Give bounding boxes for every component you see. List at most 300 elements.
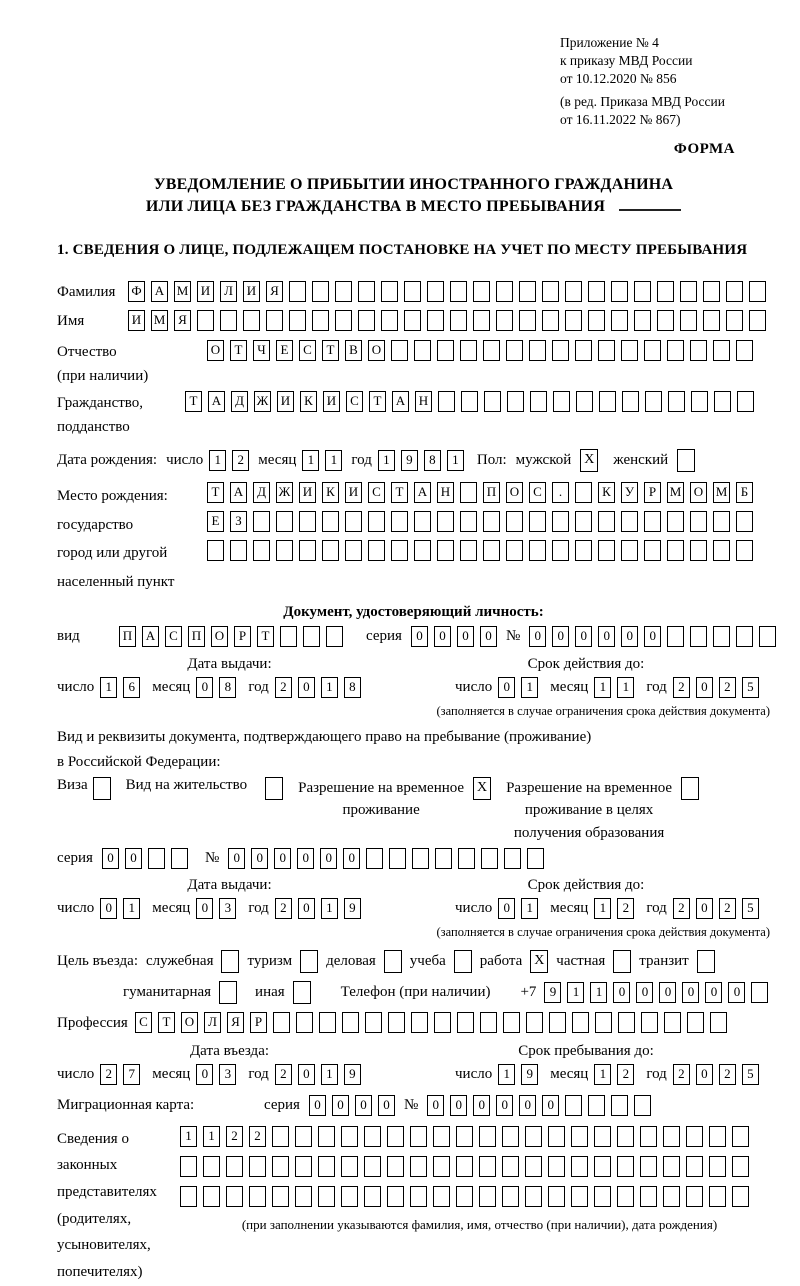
stay-year[interactable]: [673, 1064, 759, 1085]
birthplace-line1[interactable]: [207, 482, 753, 503]
char-cell: 2: [673, 677, 690, 698]
char-cell: [575, 511, 592, 532]
char-cell: [599, 391, 616, 412]
char-cell: 2: [275, 677, 292, 698]
char-cell: С: [135, 1012, 152, 1033]
purpose-study-checkbox[interactable]: [454, 950, 472, 973]
char-cell: [249, 1186, 266, 1207]
char-cell: Т: [391, 482, 408, 503]
char-cell: 9: [344, 1064, 361, 1085]
representatives-line3[interactable]: [180, 1186, 749, 1207]
identity-valid-month[interactable]: [594, 677, 634, 698]
char-cell: Я: [227, 1012, 244, 1033]
char-cell: 1: [203, 1126, 220, 1147]
char-cell: Р: [250, 1012, 267, 1033]
char-cell: [389, 848, 406, 869]
purpose-transit-checkbox[interactable]: [697, 950, 715, 973]
birth-day-field[interactable]: [209, 450, 249, 471]
representatives-line1[interactable]: [180, 1126, 749, 1147]
char-cell: [319, 1012, 336, 1033]
char-cell: [450, 281, 467, 302]
validity-note: (заполняется в случае ограничения срока действия документа): [436, 703, 770, 718]
char-cell: И: [243, 281, 260, 302]
char-cell: 0: [552, 626, 569, 647]
char-cell: [548, 1126, 565, 1147]
entry-date-headers: [57, 1043, 770, 1060]
char-cell: [519, 310, 536, 331]
char-cell: О: [207, 340, 224, 361]
birth-year-field[interactable]: [378, 450, 464, 471]
char-cell: [732, 1186, 749, 1207]
day-label: число: [166, 452, 204, 469]
char-cell: 0: [480, 626, 497, 647]
migration-series-field[interactable]: [309, 1095, 395, 1116]
char-cell: 0: [297, 848, 314, 869]
char-cell: [565, 1095, 582, 1116]
migration-number-field[interactable]: [427, 1095, 651, 1116]
title-blank-line: [619, 209, 681, 211]
identity-valid-year[interactable]: [673, 677, 759, 698]
entry-day[interactable]: [100, 1064, 140, 1085]
char-cell: [414, 511, 431, 532]
char-cell: Е: [207, 511, 224, 532]
char-cell: [391, 540, 408, 561]
char-cell: Ж: [276, 482, 293, 503]
char-cell: 0: [519, 1095, 536, 1116]
profession-field[interactable]: [135, 1012, 727, 1033]
char-cell: [598, 340, 615, 361]
char-cell: [736, 340, 753, 361]
purpose-private-label: частная: [556, 953, 606, 970]
year-label: год: [646, 900, 667, 917]
char-cell: 0: [378, 1095, 395, 1116]
char-cell: 1: [325, 450, 342, 471]
visa-checkbox[interactable]: [93, 777, 111, 800]
birthplace-line2[interactable]: [207, 511, 753, 532]
char-cell: О: [506, 482, 523, 503]
char-cell: [687, 1012, 704, 1033]
char-cell: 0: [427, 1095, 444, 1116]
char-cell: [358, 281, 375, 302]
char-cell: [461, 391, 478, 412]
char-cell: 1: [302, 450, 319, 471]
char-cell: М: [667, 482, 684, 503]
char-cell: И: [345, 482, 362, 503]
char-cell: 0: [274, 848, 291, 869]
month-label: месяц: [550, 1065, 589, 1082]
temp-residence-edu-checkbox[interactable]: [681, 777, 699, 800]
char-cell: [657, 281, 674, 302]
char-cell: [690, 540, 707, 561]
char-cell: 0: [125, 848, 142, 869]
char-cell: [571, 1156, 588, 1177]
char-cell: О: [690, 482, 707, 503]
char-cell: [617, 1126, 634, 1147]
char-cell: Т: [257, 626, 274, 647]
char-cell: Л: [204, 1012, 221, 1033]
char-cell: [433, 1186, 450, 1207]
char-cell: [548, 1186, 565, 1207]
char-cell: [565, 310, 582, 331]
char-cell: 0: [434, 626, 451, 647]
residence-doc-date-headers: [57, 877, 770, 894]
stay-month[interactable]: [594, 1064, 634, 1085]
char-cell: 5: [742, 677, 759, 698]
char-cell: [180, 1156, 197, 1177]
char-cell: [412, 848, 429, 869]
char-cell: 1: [567, 982, 584, 1003]
char-cell: [588, 310, 605, 331]
representatives-line2[interactable]: [180, 1156, 749, 1177]
char-cell: [365, 1012, 382, 1033]
char-cell: П: [188, 626, 205, 647]
birthplace-label: Место рождения: государство город или другой населенный пункт: [57, 488, 175, 590]
valid-until-label: Срок действия до:: [527, 877, 645, 894]
issue-date-label: Дата выдачи:: [187, 655, 272, 672]
validity-note: (заполняется в случае ограничения срока действия документа): [436, 925, 770, 940]
residence-valid-year[interactable]: [673, 898, 759, 919]
char-cell: С: [299, 340, 316, 361]
requisite-line: от 16.11.2022 № 867): [560, 111, 681, 127]
char-cell: [713, 340, 730, 361]
char-cell: 0: [100, 898, 117, 919]
residence-permit-checkbox[interactable]: [265, 777, 283, 800]
char-cell: [276, 511, 293, 532]
series-label: серия: [264, 1096, 300, 1113]
residence-valid-day[interactable]: [498, 898, 538, 919]
char-cell: [640, 1126, 657, 1147]
patronymic-field[interactable]: [207, 340, 753, 361]
char-cell: [594, 1126, 611, 1147]
char-cell: [414, 540, 431, 561]
char-cell: [667, 540, 684, 561]
identity-issue-day[interactable]: [100, 677, 140, 698]
char-cell: [296, 1012, 313, 1033]
representatives-label: Сведения о законных представителях (родителях, усыновителях, попечителях): [57, 1130, 157, 1281]
surname-field[interactable]: [128, 281, 766, 302]
char-cell: [437, 511, 454, 532]
day-label: число: [57, 1065, 95, 1082]
residence-doc-dates: [57, 898, 770, 919]
char-cell: И: [197, 281, 214, 302]
residence-series-field[interactable]: [102, 848, 188, 869]
char-cell: И: [277, 391, 294, 412]
year-label: год: [248, 900, 269, 917]
birthplace-row: [57, 482, 770, 596]
char-cell: [410, 1156, 427, 1177]
requisite-line: от 10.12.2020 № 856: [560, 70, 677, 86]
char-cell: У: [621, 482, 638, 503]
identity-doc-dates: [57, 677, 770, 698]
valid-until-label: Срок действия до:: [527, 655, 645, 672]
char-cell: [749, 281, 766, 302]
char-cell: 1: [594, 677, 611, 698]
char-cell: [460, 511, 477, 532]
sex-male-checkbox[interactable]: X: [580, 449, 598, 472]
char-cell: [272, 1126, 289, 1147]
purpose-business-checkbox[interactable]: [384, 950, 402, 973]
day-label: число: [455, 1065, 493, 1082]
identity-issue-month[interactable]: [196, 677, 236, 698]
char-cell: [519, 281, 536, 302]
char-cell: [364, 1126, 381, 1147]
char-cell: [595, 1012, 612, 1033]
char-cell: Р: [644, 482, 661, 503]
char-cell: С: [346, 391, 363, 412]
residence-doc-options: [57, 777, 770, 845]
char-cell: [503, 1012, 520, 1033]
char-cell: 6: [123, 677, 140, 698]
purpose-official-checkbox[interactable]: [221, 950, 239, 973]
char-cell: [318, 1126, 335, 1147]
char-cell: [450, 310, 467, 331]
purpose-other-label: иная: [255, 984, 285, 1001]
char-cell: [618, 1012, 635, 1033]
doc-number-field[interactable]: [529, 626, 776, 647]
char-cell: [322, 540, 339, 561]
forma-label: ФОРМА: [673, 140, 735, 157]
char-cell: [473, 310, 490, 331]
birthplace-line3[interactable]: [207, 540, 753, 561]
char-cell: [299, 540, 316, 561]
purpose-humanitarian-label: гуманитарная: [123, 984, 212, 1001]
char-cell: 0: [575, 626, 592, 647]
char-cell: 0: [332, 1095, 349, 1116]
char-cell: 8: [424, 450, 441, 471]
char-cell: [427, 310, 444, 331]
char-cell: [387, 1126, 404, 1147]
char-cell: [433, 1156, 450, 1177]
char-cell: [571, 1126, 588, 1147]
char-cell: 2: [275, 1064, 292, 1085]
purpose-work-checkbox[interactable]: X: [530, 950, 548, 973]
purpose-humanitarian-checkbox[interactable]: [219, 981, 237, 1004]
char-cell: [479, 1186, 496, 1207]
char-cell: [525, 1186, 542, 1207]
residence-number-field[interactable]: [228, 848, 544, 869]
char-cell: А: [142, 626, 159, 647]
char-cell: [553, 391, 570, 412]
char-cell: [345, 540, 362, 561]
char-cell: [410, 1186, 427, 1207]
identity-doc-row: [57, 625, 770, 648]
char-cell: 1: [498, 1064, 515, 1085]
char-cell: [621, 340, 638, 361]
char-cell: [480, 1012, 497, 1033]
char-cell: [622, 391, 639, 412]
char-cell: [617, 1156, 634, 1177]
char-cell: [611, 310, 628, 331]
char-cell: [575, 340, 592, 361]
char-cell: [272, 1186, 289, 1207]
char-cell: 1: [521, 898, 538, 919]
char-cell: [484, 391, 501, 412]
char-cell: [690, 511, 707, 532]
entry-stay-dates: [57, 1064, 770, 1085]
identity-issue-year[interactable]: [275, 677, 361, 698]
birthdate-row: [57, 449, 770, 472]
residence-issue-year[interactable]: [275, 898, 361, 919]
char-cell: [709, 1156, 726, 1177]
char-cell: [460, 540, 477, 561]
char-cell: Ч: [253, 340, 270, 361]
char-cell: А: [151, 281, 168, 302]
char-cell: [437, 540, 454, 561]
char-cell: П: [483, 482, 500, 503]
char-cell: [473, 281, 490, 302]
temp-residence-edu-label: Разрешение на временное проживание в целях получения образования: [506, 779, 673, 841]
purpose-other-checkbox[interactable]: [293, 981, 311, 1004]
doc-series-field[interactable]: [411, 626, 497, 647]
char-cell: [732, 1126, 749, 1147]
char-cell: .: [552, 482, 569, 503]
char-cell: [690, 626, 707, 647]
residence-issue-day[interactable]: [100, 898, 140, 919]
char-cell: 3: [219, 1064, 236, 1085]
temp-residence-label: Разрешение на временное проживание: [298, 779, 465, 819]
stay-day[interactable]: [498, 1064, 538, 1085]
char-cell: [387, 1156, 404, 1177]
char-cell: С: [529, 482, 546, 503]
char-cell: [318, 1156, 335, 1177]
char-cell: [542, 281, 559, 302]
citizenship-field[interactable]: [185, 391, 754, 412]
char-cell: [433, 1126, 450, 1147]
char-cell: 0: [496, 1095, 513, 1116]
char-cell: 2: [249, 1126, 266, 1147]
entry-year[interactable]: [275, 1064, 361, 1085]
char-cell: [299, 511, 316, 532]
char-cell: [341, 1156, 358, 1177]
char-cell: 9: [521, 1064, 538, 1085]
char-cell: [703, 310, 720, 331]
char-cell: [312, 281, 329, 302]
char-cell: [709, 1186, 726, 1207]
char-cell: [483, 511, 500, 532]
purpose-private-checkbox[interactable]: [613, 950, 631, 973]
char-cell: 8: [344, 677, 361, 698]
temp-residence-checkbox[interactable]: X: [473, 777, 491, 800]
char-cell: [230, 540, 247, 561]
char-cell: [572, 1012, 589, 1033]
char-cell: 2: [617, 898, 634, 919]
representatives-note: (при заполнении указываются фамилия, имя, отчество (при наличии), дата рождения): [241, 1216, 718, 1232]
char-cell: 5: [742, 1064, 759, 1085]
char-cell: [703, 281, 720, 302]
requisite-line: (в ред. Приказа МВД России: [560, 93, 725, 109]
char-cell: 2: [673, 1064, 690, 1085]
month-label: месяц: [152, 678, 191, 695]
char-cell: 2: [232, 450, 249, 471]
phone-prefix: +7: [520, 984, 537, 1001]
birth-month-field[interactable]: [302, 450, 342, 471]
char-cell: [634, 1095, 651, 1116]
identity-valid-day[interactable]: [498, 677, 538, 698]
char-cell: А: [414, 482, 431, 503]
representatives-fields: [180, 1126, 749, 1286]
patronymic-row: [57, 340, 770, 389]
char-cell: [335, 310, 352, 331]
number-label: №: [204, 850, 220, 867]
char-cell: [617, 1186, 634, 1207]
char-cell: 7: [123, 1064, 140, 1085]
phone-field[interactable]: [544, 982, 768, 1003]
representatives-block: [57, 1126, 770, 1286]
char-cell: [575, 482, 592, 503]
char-cell: 0: [343, 848, 360, 869]
char-cell: 1: [378, 450, 395, 471]
visa-label: Виза: [57, 776, 88, 793]
char-cell: [381, 281, 398, 302]
char-cell: [749, 310, 766, 331]
char-cell: 1: [617, 677, 634, 698]
char-cell: [341, 1126, 358, 1147]
char-cell: [552, 511, 569, 532]
char-cell: [645, 391, 662, 412]
char-cell: [598, 511, 615, 532]
identity-doc-heading: Документ, удостоверяющий личность:: [283, 604, 544, 621]
doc-kind-field[interactable]: [119, 626, 343, 647]
residence-issue-month[interactable]: [196, 898, 236, 919]
requisite-line: Приложение № 4: [560, 35, 659, 50]
char-cell: М: [174, 281, 191, 302]
char-cell: 2: [719, 677, 736, 698]
purpose-official-label: служебная: [145, 953, 214, 970]
char-cell: 0: [196, 898, 213, 919]
char-cell: 0: [498, 898, 515, 919]
char-cell: Н: [415, 391, 432, 412]
month-label: месяц: [550, 678, 589, 695]
char-cell: [427, 281, 444, 302]
char-cell: [272, 1156, 289, 1177]
purpose-tourism-checkbox[interactable]: [300, 950, 318, 973]
char-cell: В: [345, 340, 362, 361]
char-cell: [496, 310, 513, 331]
char-cell: 1: [590, 982, 607, 1003]
char-cell: [571, 1186, 588, 1207]
char-cell: 0: [696, 898, 713, 919]
sex-female-checkbox[interactable]: [677, 449, 695, 472]
char-cell: Ф: [128, 281, 145, 302]
char-cell: [171, 848, 188, 869]
char-cell: [691, 391, 708, 412]
char-cell: [552, 540, 569, 561]
char-cell: [594, 1186, 611, 1207]
char-cell: [667, 626, 684, 647]
char-cell: 0: [621, 626, 638, 647]
char-cell: [226, 1186, 243, 1207]
char-cell: [668, 391, 685, 412]
char-cell: [358, 310, 375, 331]
series-label: серия: [366, 627, 402, 644]
char-cell: 2: [226, 1126, 243, 1147]
char-cell: [391, 511, 408, 532]
stay-until-label: Срок пребывания до:: [518, 1042, 654, 1059]
char-cell: [502, 1156, 519, 1177]
char-cell: [529, 511, 546, 532]
char-cell: [226, 1156, 243, 1177]
residence-valid-month[interactable]: [594, 898, 634, 919]
char-cell: 2: [275, 898, 292, 919]
entry-month[interactable]: [196, 1064, 236, 1085]
char-cell: 1: [321, 1064, 338, 1085]
residence-doc-series-row: [57, 848, 770, 869]
char-cell: [312, 310, 329, 331]
char-cell: [552, 340, 569, 361]
char-cell: И: [128, 310, 145, 331]
char-cell: [502, 1186, 519, 1207]
firstname-field[interactable]: [128, 310, 766, 331]
